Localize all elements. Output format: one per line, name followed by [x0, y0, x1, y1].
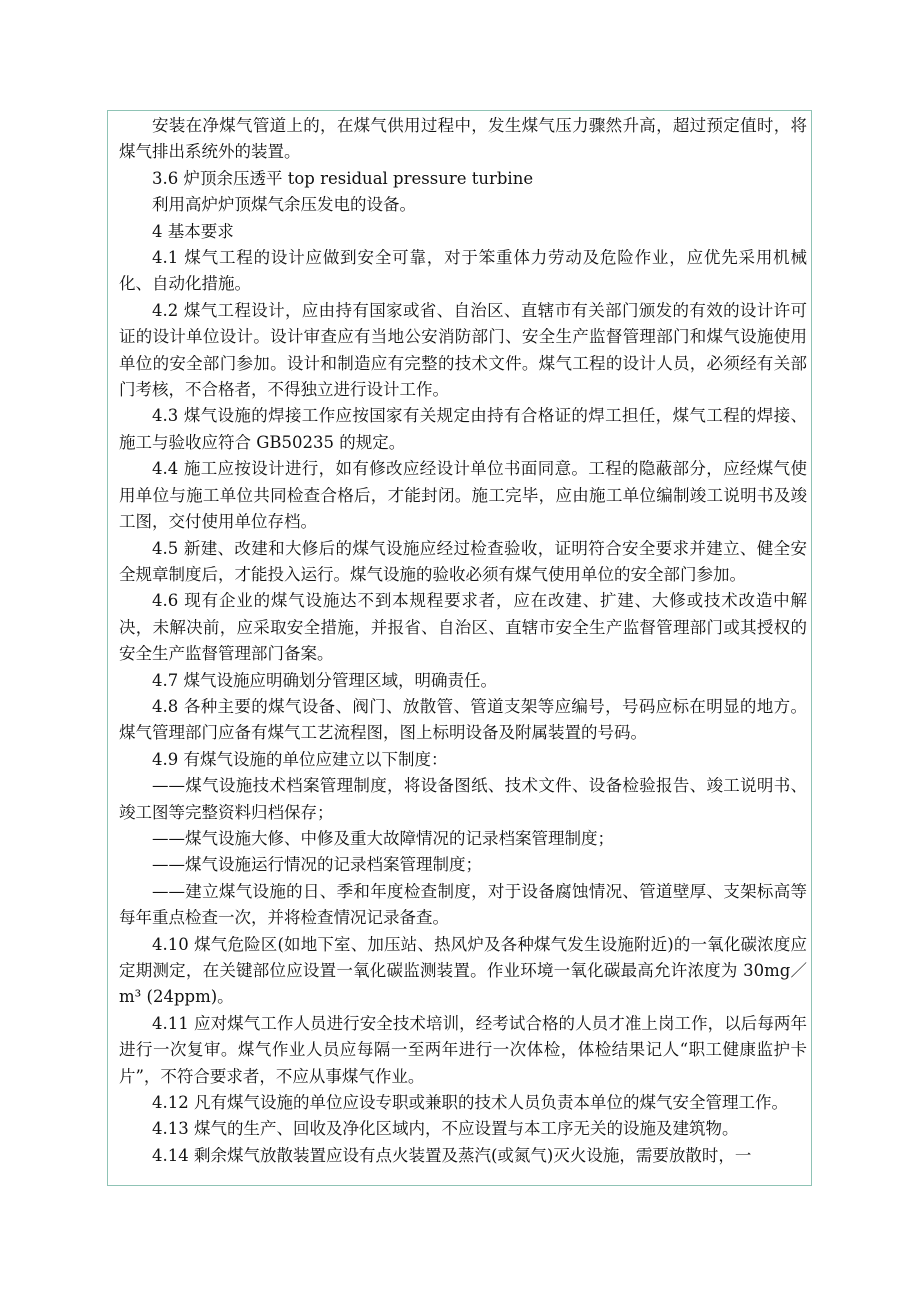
section-4-heading: 4 基本要求 — [152, 221, 234, 241]
paragraph-4-11: 4.11 应对煤气工作人员进行安全技术培训，经考试合格的人员才准上岗工作，以后每两年进行一次复审。煤气作业人员应每隔一至两年进行一次体检，体检结果记人“职工健康监护卡片”，不符合要求者，不应从事煤气作业。 — [119, 1013, 807, 1086]
paragraph-4-7: 4.7 煤气设施应明确划分管理区域，明确责任。 — [152, 670, 497, 690]
paragraph-4-13: 4.13 煤气的生产、回收及净化区域内，不应设置与本工序无关的设施及建筑物。 — [152, 1119, 739, 1139]
paragraph-4-1: 4.1 煤气工程的设计应做到安全可靠，对于笨重体力劳动及危险作业，应优先采用机械化、自动化措施。 — [119, 248, 807, 294]
paragraph-4-2: 4.2 煤气工程设计，应由持有国家或省、自治区、直辖市有关部门颁发的有效的设计许可证的设计单位设计。设计审查应有当地公安消防部门、安全生产监督管理部门和煤气设施使用单位的安全部门参加。设计和制造应有完整的技术文件。煤气工程的设计人员，必须经有关部门考核，不合格者，不得独立进行设计工作。 — [119, 300, 807, 400]
paragraph-4-3: 4.3 煤气设施的焊接工作应按国家有关规定由持有合格证的焊工担任，煤气工程的焊接、施工与验收应符合 GB50235 的规定。 — [119, 406, 807, 452]
list-item-repair-records: ——煤气设施大修、中修及重大故障情况的记录档案管理制度； — [152, 828, 614, 848]
document-body — [119, 113, 807, 1169]
paragraph-4-6: 4.6 现有企业的煤气设施达不到本规程要求者，应在改建、扩建、大修或技术改造中解决，未解决前，应采取安全措施，并报省、自治区、直辖市安全生产监督管理部门或其授权的安全生产监督管理部门备案。 — [119, 591, 807, 664]
list-item-tech-archive: ——煤气设施技术档案管理制度，将设备图纸、技术文件、设备检验报告、竣工说明书、竣工图等完整资料归档保存； — [119, 776, 807, 822]
list-item-inspection-system: ——建立煤气设施的日、季和年度检查制度，对于设备腐蚀情况、管道壁厚、支架标高等每年重点检查一次，并将检查情况记录备查。 — [119, 881, 807, 928]
paragraph-4-4: 4.4 施工应按设计进行，如有修改应经设计单位书面同意。工程的隐蔽部分，应经煤气使用单位与施工单位共同检查合格后，才能封闭。施工完毕，应由施工单位编制竣工说明书及竣工图，交付使用单位存档。 — [119, 459, 807, 532]
paragraph-4-10: 4.10 煤气危险区(如地下室、加压站、热风炉及各种煤气发生设施附近)的一氧化碳浓度应定期测定，在关键部位应设置一氧化碳监测装置。作业环境一氧化碳最高允许浓度为 30mg／m³ (24ppm)。 — [119, 934, 807, 1007]
paragraph-3-6-heading: 3.6 炉顶余压透平 top residual pressure turbine — [152, 168, 534, 188]
paragraph-4-5: 4.5 新建、改建和大修后的煤气设施应经过检查验收，证明符合安全要求并建立、健全安全规章制度后，才能投入运行。煤气设施的验收必须有煤气使用单位的安全部门参加。 — [119, 538, 807, 584]
paragraph-4-12: 4.12 凡有煤气设施的单位应设专职或兼职的技术人员负责本单位的煤气安全管理工作。 — [152, 1093, 788, 1113]
list-item-operation-records: ——煤气设施运行情况的记录档案管理制度； — [152, 855, 482, 875]
paragraph-4-8: 4.8 各种主要的煤气设备、阀门、放散管、管道支架等应编号，号码应标在明显的地方。煤气管理部门应备有煤气工艺流程图，图上标明设备及附属装置的号码。 — [119, 696, 807, 743]
document-frame — [107, 110, 812, 1186]
paragraph-3-6-definition: 利用高炉炉顶煤气余压发电的设备。 — [152, 195, 416, 215]
paragraph-4-9: 4.9 有煤气设施的单位应建立以下制度： — [152, 749, 448, 769]
paragraph-4-14: 4.14 剩余煤气放散装置应设有点火装置及蒸汽(或氮气)灭火设施，需要放散时，一 — [152, 1145, 752, 1165]
paragraph-pressure-relief-definition: 安装在净煤气管道上的，在煤气供用过程中，发生煤气压力骤然升高，超过预定值时，将煤气排出系统外的装置。 — [119, 116, 807, 162]
